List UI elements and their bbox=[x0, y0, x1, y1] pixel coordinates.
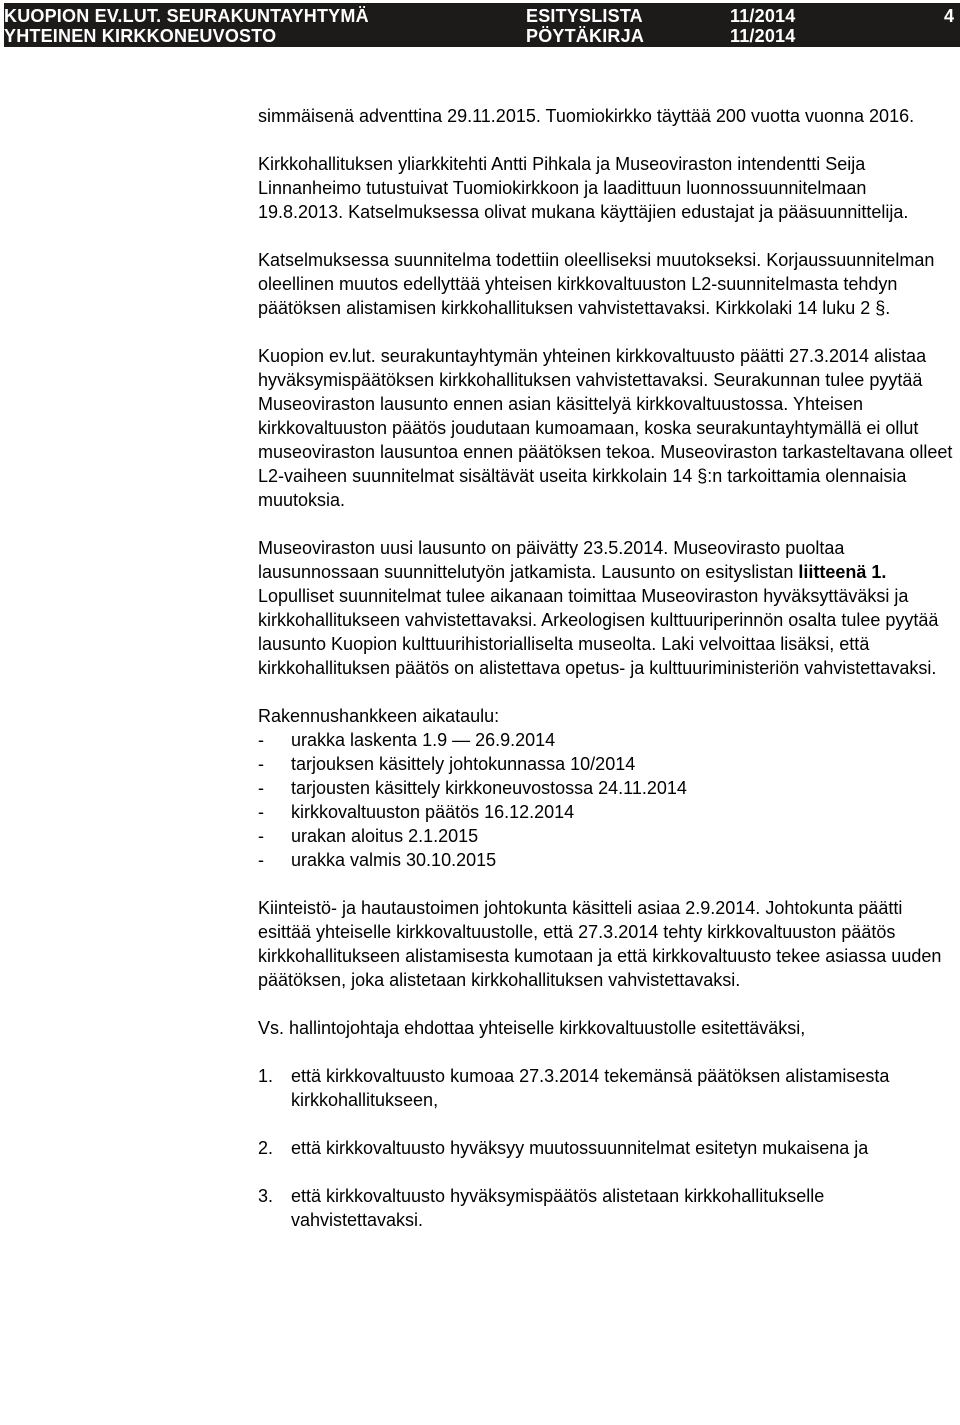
list-item bbox=[258, 800, 954, 824]
list-number: 2. bbox=[258, 1138, 274, 1158]
paragraph bbox=[258, 536, 954, 680]
document-body bbox=[258, 104, 954, 1256]
attachment-reference: liitteenä 1. bbox=[798, 562, 887, 582]
list-item-text: kirkkovaltuuston päätös 16.12.2014 bbox=[291, 802, 575, 822]
paragraph: Kuopion ev.lut. seurakuntayhtymän yhteinen kirkkovaltuusto päätti 27.3.2014 alistaa hyväksymispäätöksen kirkkohallituksen vahvistettavaksi. Seurakunnan tulee pyytää Museoviraston lausunto ennen asian käsittelyä kirkkovaltuustossa. Yhteisen kirkkovaltuuston päätös joudutaan kumoamaan, koska seurakuntayhtymällä ei ollut museoviraston lausuntoa ennen päätöksen tekoa. Museoviraston tarkasteltavana olleet L2-vaiheen suunnitelmat sisältävät useita kirkkolain 14 §:n tarkoittamia olennaisia muutoksia. bbox=[258, 346, 953, 510]
header-document-type: ESITYSLISTA bbox=[526, 6, 643, 26]
paragraph-text: Museoviraston uusi lausunto on päivätty 23.5.2014. Museovirasto puoltaa lausunnossaan suunnittelutyön jatkamista. Lausunto on esityslistan bbox=[258, 538, 845, 582]
header-organization: KUOPION EV.LUT. SEURAKUNTAYHTYMÄ bbox=[4, 6, 369, 26]
header-body-name: YHTEINEN KIRKKONEUVOSTO bbox=[4, 26, 277, 46]
list-dash: - bbox=[258, 826, 264, 846]
header-minutes-number: 11/2014 bbox=[730, 26, 796, 46]
list-item bbox=[258, 824, 954, 848]
paragraph-text: Lopulliset suunnitelmat tulee aikanaan toimittaa Museoviraston hyväksyttäväksi ja kirkkohallitukseen vahvistettavaksi. Arkeologisen kulttuuriperinnön osalta tulee pyytää lausunto Kuopion kulttuurihistorialliselta museolta. Laki velvoittaa lisäksi, että kirkkohallituksen päätös on alistettava opetus- ja kulttuuriministeriön vahvistettavaksi. bbox=[258, 586, 939, 678]
list-dash: - bbox=[258, 730, 264, 750]
list-item bbox=[258, 848, 954, 872]
list-item-text: tarjousten käsittely kirkkoneuvostossa 24.11.2014 bbox=[291, 778, 687, 798]
list-item bbox=[258, 776, 954, 800]
list-item-text: tarjouksen käsittely johtokunnassa 10/2014 bbox=[291, 754, 636, 774]
list-item bbox=[258, 752, 954, 776]
schedule-title: Rakennushankkeen aikataulu: bbox=[258, 706, 500, 726]
list-dash: - bbox=[258, 802, 264, 822]
list-item bbox=[258, 1184, 954, 1232]
list-item bbox=[258, 1136, 954, 1160]
paragraph: Katselmuksessa suunnitelma todettiin oleelliseksi muutokseksi. Korjaussuunnitelman oleellinen muutos edellyttää yhteisen kirkkovaltuuston L2-suunnitelmasta tehdyn päätöksen alistamisen kirkkohallituksen vahvistettavaksi. Kirkkolaki 14 luku 2 §. bbox=[258, 250, 935, 318]
header-document-number: 11/2014 bbox=[730, 6, 796, 26]
list-dash: - bbox=[258, 850, 264, 870]
list-dash: - bbox=[258, 778, 264, 798]
paragraph: Kirkkohallituksen yliarkkitehti Antti Pihkala ja Museoviraston intendentti Seija Linnanheimo tutustuivat Tuomiokirkkoon ja laadittuun luonnossuunnitelmaan 19.8.2013. Katselmuksessa olivat mukana käyttäjien edustajat ja pääsuunnittelija. bbox=[258, 154, 909, 222]
list-dash: - bbox=[258, 754, 264, 774]
list-number: 1. bbox=[258, 1066, 274, 1086]
proposal-list bbox=[258, 1064, 954, 1232]
header-row-1 bbox=[4, 7, 960, 27]
header-minutes-type: PÖYTÄKIRJA bbox=[526, 26, 645, 46]
list-item-text: että kirkkovaltuusto hyväksyy muutossuunnitelmat esitetyn mukaisena ja bbox=[291, 1138, 869, 1158]
list-item-text: että kirkkovaltuusto hyväksymispäätös alistetaan kirkkohallitukselle vahvistettavaksi. bbox=[291, 1186, 825, 1230]
list-item-text: urakka laskenta 1.9 — 26.9.2014 bbox=[291, 730, 556, 750]
paragraph: simmäisenä adventtina 29.11.2015. Tuomiokirkko täyttää 200 vuotta vuonna 2016. bbox=[258, 106, 915, 126]
list-item-text: että kirkkovaltuusto kumoaa 27.3.2014 tekemänsä päätöksen alistamisesta kirkkohallitukseen, bbox=[291, 1066, 890, 1110]
list-item bbox=[258, 1064, 954, 1112]
list-item bbox=[258, 728, 954, 752]
list-item-text: urakan aloitus 2.1.2015 bbox=[291, 826, 479, 846]
schedule-list bbox=[258, 728, 954, 872]
list-item-text: urakka valmis 30.10.2015 bbox=[291, 850, 497, 870]
header-page-number: 4 bbox=[944, 6, 955, 26]
paragraph: Kiinteistö- ja hautaustoimen johtokunta käsitteli asiaa 2.9.2014. Johtokunta päätti esittää yhteiselle kirkkovaltuustolle, että 27.3.2014 tehty kirkkovaltuuston päätös kirkkohallitukseen alistamisesta kumotaan ja että kirkkovaltuusto tekee asiassa uuden päätöksen, joka alistetaan kirkkohallituksen vahvistettavaksi. bbox=[258, 898, 942, 990]
document-header bbox=[4, 3, 960, 47]
list-number: 3. bbox=[258, 1186, 274, 1206]
header-row-2 bbox=[4, 27, 960, 47]
paragraph: Vs. hallintojohtaja ehdottaa yhteiselle kirkkovaltuustolle esitettäväksi, bbox=[258, 1018, 806, 1038]
